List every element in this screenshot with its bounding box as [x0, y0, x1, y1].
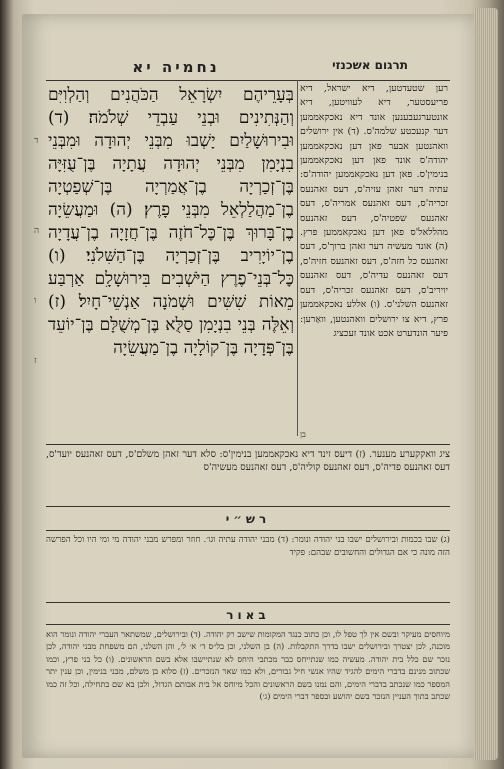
rashi-rule-bottom [46, 530, 450, 531]
biur-heading: באור [226, 608, 270, 622]
targum-header: תרגום אשכנזי [332, 58, 408, 72]
biur-rule-top [46, 602, 450, 603]
rashi-heading: רש״י [225, 512, 271, 526]
continuation-label: בן [300, 430, 306, 439]
hebrew-verse-text: בְּעָרֵיהֶם יִשְׂרָאֵל הַכֹּהֲנִים וְהַלְוִיִּם וְהַנְּתִינִים וּבְנֵי עַבְדֵי שְׁלֹמֹה׃ (ד) וּבִירוּשָׁלַיִם יָשְׁבוּ מִבְּנֵי יְהוּדָה וּמִבְּנֵי בִנְיָמִן מִבְּנֵי יְהוּדָה עֲתָיָה בֶּן־עֻזִּיָּה בֶּן־זְכַרְיָה בֶן־אֲמַרְיָה בֶּן־שְׁפַטְיָה בֶן־מַהֲלַלְאֵל מִבְּנֵי פָרֶץ׃ (ה) וּמַעֲשֵׂיָה בֶן־בָּרוּךְ בֶּן־כׇּל־חֹזֶה בֶּן־חֲזָיָה בֶן־עֲדָיָה בֶן־יוֹיָרִיב בֶּן־זְכַרְיָה בֶּן־הַשִּׁלֹנִי׃ (ו) כׇּל־בְּנֵי־פֶרֶץ הַיֹּשְׁבִים בִּירוּשָׁלָ͏ִם אַרְבַּע מֵאוֹת שִׁשִּׁים וּשְׁמֹנָה אַנְשֵׁי־חָיִל׃ (ז) וְאֵלֶּה בְּנֵי בִנְיָמִן סַלֻּא בֶּן־מְשֻׁלָּם בֶּן־יוֹעֵד בֶּן־פְּדָיָה בֶּן־קוֹלָיָה בֶן־מַעֲשֵׂיָה [48, 85, 294, 358]
targum-column-text: רען שטעדטען, דיא ישראל, דיא פריעסטער, דיא לעוויטען, דיא אונטערגעבענען אונד דיא נאכקאממען דער קנעכטע שלמה'ס. (ד) אין ירושלים וואהנטען אבער פאן דען נאכקאממען יהודה'ס אונד פאן דען נאכקאממען בנימין'ס. פאן דען נאכקאממען יהודה'ס: עתיה דער זאהן עזיה'ס, דעס זאהנעס זכריה'ס, דעס זאהנעס אמריה'ס, דעס זאהנעס שפטיה'ס, דעס זאהנעס מהללאל'ס פאן דען נאכקאממען פרץ. (ה) אונד מעשיה דער זאהן ברוך'ס, דעס זאהנעס כל חזה'ס, דעס זאהנעס חזיה'ס, דעס זאהנעס עדיה'ס, דעס זאהנעס יויריב'ס, דעס זאהנעס זכריה'ס, דעס זאהנעס השלני'ס. (ו) אללע נאכקאממען פרץ, דיא צו ירושלים וואהנטען, וואַרען: פיער הונדערט אכט אונד זעכציג [300, 83, 448, 339]
rashi-commentary-text: (ג) שבו בכמות ובירושלים ישבו בני יהודה ונומר: (ד) מבני יהודה עתיה וגו׳. חוזר ומפרש מבני יהודה מי ומי היו וכל הפרשה הזה מונה כי אם הגדולים והחשובים שבהם: פקיד [46, 535, 450, 558]
column-divider [297, 80, 298, 436]
targum-continuation-text: ציג וואקקערע מענער. (ז) דיעס זינד דיא נאכקאממען בנימין'ס: סלא דער זאהן משלם'ס, דעס זאהנעס יועד'ס, דעס זאהנעס פדיה'ס, דעס זאהנעס קוליה'ס, דעס זאהנעס מעשיה'ס [46, 449, 450, 473]
biur-commentary-text: מיוחסים מעיקר ובשם אין לך טפל לו, וכן כתוב כנגד המקומות שישב רק יהודה. (ד) ובירושלים, שמשתאר העברי יהודה ונומר הוא מוכנה, לכן יצטרך ובירושלים ישבו בדרך התקבלות. (ה) בן השלני, וכן בל״ס ד׳ א׳ ל׳, והן השלני, הם משפחת מבני יהודה, לכן נזכר שם כלל בית יהודה. מעשיה כמו שנתייחס כבר מכתבי היחס לא שנתיישבו אלא בשם הראשונים. (ו) כל בני פרץ, וכמו שכתוב מנינם בדברי הימים להגיד שהיו אנשי חיל גבורים, ולא כמו שאר הנזכרים. (ז) סלוא בן משלם, מבני בנימין, וכן ענין יתר המספר כמו שנכתב בדברי הימים, והם נמנו בשם הראשונים והכל מיוחס אל בית אבותם הגדול, ולכן בא שם בתחילה, וכל זה כמו שכתב בתוך העניין הנזכר בשם יהושע ובספר דברי הימים (ג׳) [46, 629, 450, 702]
verse-markers [34, 80, 46, 400]
biur-rule-bottom [46, 624, 450, 625]
page-edges [474, 8, 498, 760]
verse-marker: ד [34, 136, 39, 146]
verse-marker: ז [34, 356, 37, 366]
rashi-rule-top [46, 506, 450, 507]
verse-marker: ה [34, 226, 40, 236]
header-rule [46, 80, 450, 81]
verse-marker: ו [34, 296, 37, 306]
continuation-rule [46, 444, 450, 445]
chapter-header: נחמיה יא [132, 58, 220, 76]
